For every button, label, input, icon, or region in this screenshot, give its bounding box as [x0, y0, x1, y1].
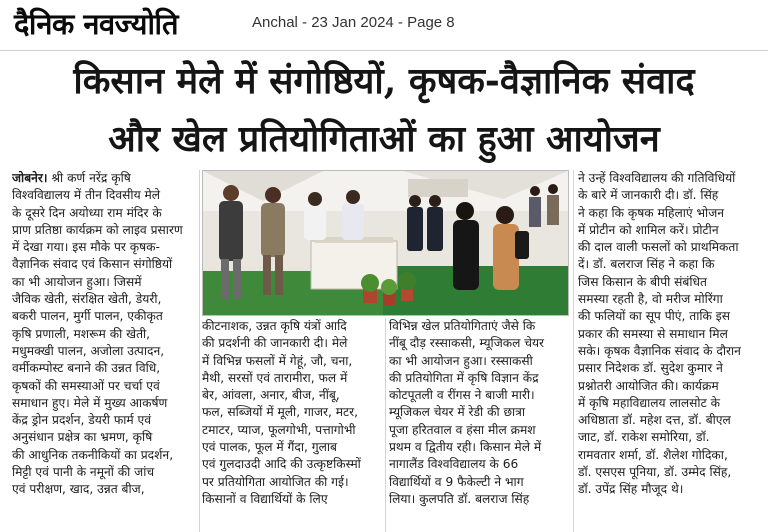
- column-divider: [199, 170, 200, 532]
- article-line: की आधुनिक तकनीकियों का प्रदर्शन,: [12, 447, 174, 462]
- article-line: प्रकार की समस्या से समाधान मिल: [578, 326, 728, 341]
- article-line: मधुमक्खी पालन, अजोला उत्पादन,: [12, 343, 165, 358]
- article-line: मिट्टी एवं पानी के नमूनों की जांच: [12, 465, 155, 480]
- article-line: कृषि प्रणाली, मशरूम की खेती,: [12, 326, 151, 341]
- article-line: श्री कर्ण नरेंद्र कृषि: [51, 171, 131, 185]
- article-line: की फलियों का सूप पीएं, ताकि इस: [578, 309, 731, 324]
- article-line: दें। डॉ. बलराज सिंह ने कहा कि: [578, 257, 715, 272]
- article-line: प्राण प्रतिष्ठा कार्यक्रम को लाइव प्रसारण: [12, 222, 183, 237]
- article-line: जिस किसान के बीपी संबंधित: [578, 274, 707, 289]
- article-column-4: [578, 170, 760, 532]
- article-line: फल, सब्जियों में मूली, गाजर, मटर,: [202, 405, 359, 420]
- article-line: जाट, डॉ. राकेश समोरिया, डॉ.: [578, 430, 710, 445]
- article-line: में देखा गया। इस मौके पर कृषक-: [12, 240, 160, 255]
- article-column-1: [12, 170, 196, 532]
- article-line: प्रसार निदेशक डॉ. सुदेश कुमार ने: [578, 361, 723, 376]
- article-column-2: [202, 318, 382, 532]
- article-line: एवं पालक, फूल में गैंदा, गुलाब: [202, 440, 338, 455]
- article-line: के दूसरे दिन अयोध्या राम मंदिर के: [12, 205, 162, 220]
- newspaper-logo: दैनिक नवज्योति: [14, 7, 179, 41]
- article-line: एवं परीक्षण, खाद, उन्नत बीज,: [12, 482, 145, 497]
- article-line: कोटपूतली व रींगस ने बाजी मारी।: [389, 388, 535, 403]
- article-line: ने कहा कि कृषक महिलाएं भोजन: [578, 205, 725, 220]
- article-line: विभिन्न खेल प्रतियोगिताएं जैसे कि: [389, 319, 536, 333]
- article-line: कृषकों की समस्याओं पर चर्चा एवं: [12, 378, 160, 393]
- edition-info: Anchal - 23 Jan 2024 - Page 8: [252, 14, 455, 31]
- article-line: विश्वविद्यालय में तीन दिवसीय मेले: [12, 188, 161, 203]
- article-line: का भी आयोजन हुआ। जिसमें: [12, 274, 142, 289]
- article-line: टमाटर, प्याज, फूलगोभी, पत्तागोभी: [202, 422, 356, 437]
- article-line: जैविक खेती, संरक्षित खेती, डेयरी,: [12, 292, 162, 307]
- article-line: नींबू दौड़ रस्साकसी, म्यूजिकल चेयर: [389, 336, 545, 351]
- article-line: सके। कृषक वैज्ञानिक संवाद के दौरान: [578, 343, 741, 358]
- masthead: [0, 0, 768, 51]
- article-line: की प्रतियोगिता में कृषि विज्ञान केंद्र: [389, 370, 539, 385]
- column-divider: [385, 318, 386, 532]
- article-line: अनुसंधान प्रक्षेत्र का भ्रमण, कृषि: [12, 430, 153, 445]
- article-line: में प्रोटीन को शामिल करें। प्रोटीन: [578, 222, 719, 237]
- article-line: मैथी, सरसों एवं तारामीरा, फल में: [202, 370, 348, 385]
- article-line: की प्रदर्शनी की जानकारी दी। मेले: [202, 336, 348, 351]
- article-line: प्रश्नोतरी आयोजित की। कार्यक्रम: [578, 378, 719, 393]
- article-line: केंद्र ड्रोन प्रदर्शन, डेयरी फार्म एवं: [12, 413, 152, 428]
- headline-line-1: किसान मेले में संगोष्ठियों, कृषक-वैज्ञानिक संवाद: [73, 60, 695, 102]
- article-line: नागालैंड विश्वविद्यालय के 66: [389, 457, 519, 472]
- article-dateline: जोबनेर।: [12, 171, 48, 185]
- headline-line-2: और खेल प्रतियोगिताओं का हुआ आयोजन: [108, 118, 660, 160]
- event-photo-illustration: [203, 171, 568, 315]
- article-line: में विभिन्न फसलों में गेहूं, जौ, चना,: [202, 353, 353, 368]
- article-photo: [202, 170, 569, 316]
- article-line: रामवतार शर्मा, डॉ. शैलेश गोदिका,: [578, 447, 728, 462]
- article-line: ने उन्हें विश्वविद्यालय की गतिविधियों: [578, 171, 736, 185]
- article-line: समस्या रहती है, वो मरीज मोरिंगा: [578, 292, 723, 307]
- article-line: पूजा हरितवाल व हंसा मील क्रमश: [389, 422, 536, 437]
- article-line: समाधान हुए। मेले में मुख्य आकर्षण: [12, 395, 168, 410]
- article-line: बेर, आंवला, अनार, बीज, नींबू,: [202, 388, 340, 403]
- article-column-3: [389, 318, 569, 532]
- article-line: पर प्रतियोगिता आयोजित की गई।: [202, 474, 349, 489]
- article-line: अधिष्ठाता डॉ. महेश दत्त, डॉ. बीएल: [578, 413, 731, 428]
- article-line: लिया। कुलपति डॉ. बलराज सिंह: [389, 491, 530, 506]
- article-line: डॉ. एसएस पूनिया, डॉ. उम्मेद सिंह,: [578, 465, 732, 480]
- article-line: किसानों व विद्यार्थियों के लिए: [202, 491, 328, 506]
- article-line: का भी आयोजन हुआ। रस्साकसी: [389, 353, 533, 368]
- article-line: कीटनाशक, उन्नत कृषि यंत्रों आदि: [202, 319, 347, 333]
- article-line: वर्मीकम्पोस्ट बनाने की उन्नत विधि,: [12, 361, 161, 376]
- article-line: प्रथम व द्वितीय रही। किसान मेले में: [389, 440, 542, 455]
- article-line: की दाल वाली फसलों को प्राथमिकता: [578, 240, 739, 255]
- article-line: वैज्ञानिक संवाद एवं किसान संगोष्ठियों: [12, 257, 173, 272]
- article-line: बकरी पालन, मुर्गी पालन, एकीकृत: [12, 309, 163, 324]
- article-line: एवं गुलदाउदी आदि की उत्कृष्टकिस्मों: [202, 457, 361, 472]
- article-line: डॉ. उपेंद्र सिंह मौजूद थे।: [578, 482, 684, 497]
- article-line: विद्यार्थियों व 9 फैकेल्टी ने भाग: [389, 474, 524, 489]
- article-line: के बारे में जानकारी दी। डॉ. सिंह: [578, 188, 719, 203]
- article-line: म्यूजिकल चेयर में रेडी की छात्रा: [389, 405, 526, 420]
- article-line: में कृषि महाविद्यालय लालसोट के: [578, 395, 720, 410]
- column-divider: [573, 170, 574, 532]
